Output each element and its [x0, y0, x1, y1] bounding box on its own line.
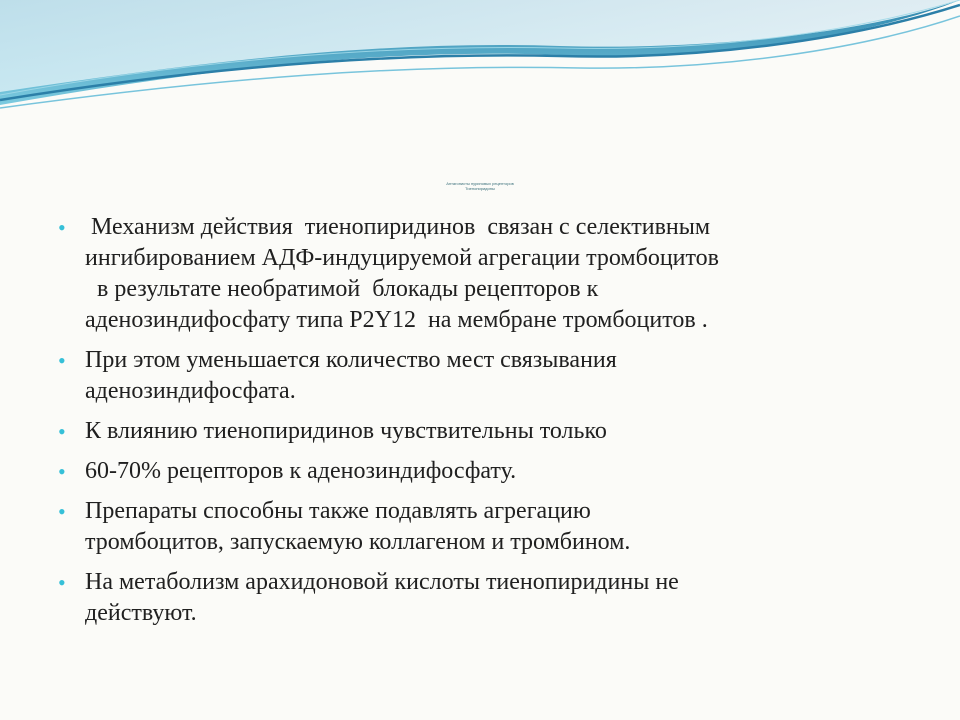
bullet-6-line-2: действуют. [85, 600, 197, 626]
title-line-2: Тиенопиридины [465, 186, 495, 191]
title-line-1: Антагонисты пуриновых рецепторов [446, 181, 514, 186]
header-wave-decoration [0, 0, 960, 130]
bullet-item-4 [58, 456, 918, 487]
bullet-5-line-1: Препараты способны также подавлять агрегацию [85, 498, 591, 524]
bullet-item-5 [58, 496, 918, 558]
bullet-marker-icon: • [58, 570, 66, 595]
bullet-1-line-2: ингибированием АДФ-индуцируемой агрегации тромбоцитов [85, 245, 720, 271]
bullet-3-line-1: К влиянию тиенопиридинов чувствительны только [85, 418, 607, 444]
bullet-item-1 [58, 212, 918, 336]
bullet-1-line-4: аденозиндифосфату типа P2Y12 на мембране тромбоцитов . [85, 307, 708, 333]
bullet-1-line-1: Механизм действия тиенопиридинов связан с селективным [85, 214, 711, 240]
bullet-marker-icon: • [58, 459, 66, 484]
bullet-2-line-1: При этом уменьшается количество мест связывания [85, 347, 617, 373]
bullet-5-line-2: тромбоцитов, запускаемую коллагеном и тромбином. [85, 529, 631, 555]
bullet-4-line-1: 60-70% рецепторов к аденозиндифосфату. [85, 458, 517, 484]
bullet-list [58, 212, 918, 638]
bullet-marker-icon: • [58, 348, 66, 373]
bullet-marker-icon: • [58, 499, 66, 524]
bullet-1-line-3: в результате необратимой блокады рецепторов к [85, 276, 599, 302]
bullet-6-line-1: На метаболизм арахидоновой кислоты тиенопиридины не [85, 569, 679, 595]
bullet-item-2 [58, 345, 918, 407]
bullet-2-line-2: аденозиндифосфата. [85, 378, 296, 404]
bullet-marker-icon: • [58, 419, 66, 444]
slide-title [380, 181, 580, 191]
bullet-marker-icon: • [58, 215, 66, 240]
bullet-item-3 [58, 416, 918, 447]
bullet-item-6 [58, 567, 918, 629]
